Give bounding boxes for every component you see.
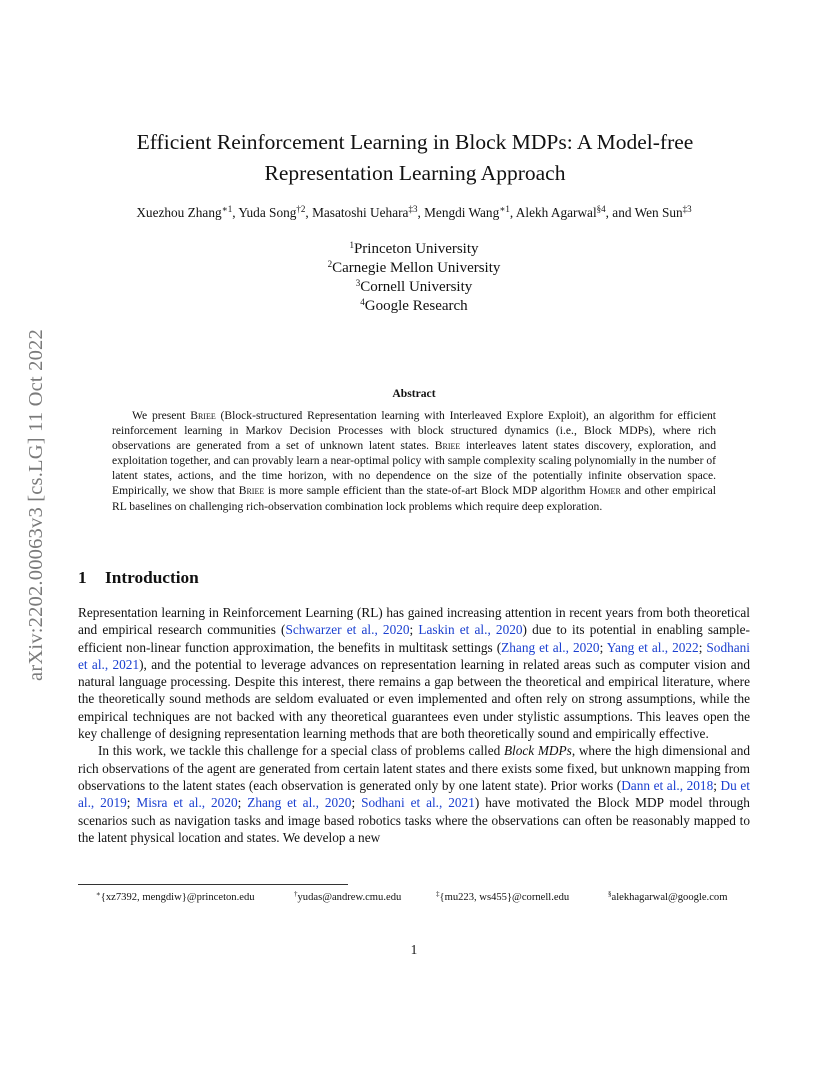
affiliation-mark: 4 bbox=[360, 297, 365, 307]
citation-link[interactable]: Sodhani et al., 2021 bbox=[78, 639, 750, 672]
paper-title bbox=[70, 127, 760, 189]
footnote-mark: § bbox=[608, 890, 612, 898]
abstract-text bbox=[112, 408, 716, 514]
affiliation bbox=[214, 240, 614, 259]
introduction-body bbox=[78, 604, 750, 846]
author-mark: ‡3 bbox=[682, 204, 692, 214]
author-mark: ∗1 bbox=[499, 204, 510, 214]
author-mark: ‡3 bbox=[408, 204, 418, 214]
text-run: Representation learning in Reinforcement Learning (RL) has gained increasing attention in recent years from both theoretical and empirical research communities ( bbox=[78, 605, 750, 638]
affiliation-name: Carnegie Mellon University bbox=[332, 260, 501, 276]
text-run: ) have motivated the Block MDP model through scenarios such as navigation tasks and image based robotics tasks where the observations can often be reasonably mapped to the latent physical location and states. We develop a new bbox=[78, 795, 750, 845]
section-heading bbox=[78, 567, 199, 589]
algorithm-name: Briee bbox=[238, 484, 265, 498]
author-list: Xuezhou Zhang$^{∗1}$, Yuda Song$^{\dagger 2}$, Masatoshi Uehara$^{\ddagger 3}$, Mengdi Wang$^{∗1}$, Alekh Agarwal$^{\S 4}$, and Wen Sun$^{\ddagger 3}$ bbox=[136, 204, 692, 220]
title-line-2: Representation Learning Approach bbox=[264, 161, 566, 185]
affiliation-mark: 2 bbox=[327, 259, 333, 269]
affiliation bbox=[214, 259, 614, 278]
title-line-1: Efficient Reinforcement Learning in Block MDPs: A Model-free bbox=[136, 130, 694, 154]
affiliation-mark: 3 bbox=[355, 278, 361, 288]
footnote bbox=[96, 891, 255, 905]
arxiv-identifier: arXiv:2202.00063v3 [cs.LG] 11 Oct 2022 bbox=[25, 329, 47, 681]
abstract-text-run: interleaves latent states discovery, exploration, and exploitation together, and can provably learn a near-optimal policy with sample complexity scaling polynomially in the number of latent states, actions, and the time horizon, with no dependence on the size of the potentially infinite observation space. Empirically, we show that bbox=[112, 439, 716, 498]
abstract-text-run: We present bbox=[132, 409, 191, 422]
abstract-text-run: (Block-structured Representation learning with Interleaved Explore Exploit), an algorithm for efficient reinforcement learning in Markov Decision Processes with block structured dynamics (i.e., Block MDPs), where rich observations are generated from a set of unknown latent states. bbox=[112, 409, 716, 453]
affiliation bbox=[214, 297, 614, 316]
author-name: Masatoshi Uehara bbox=[312, 205, 409, 220]
algorithm-name: Briee bbox=[434, 439, 461, 453]
author-mark: ∗1 bbox=[221, 204, 233, 214]
author-name: Alekh Agarwal bbox=[515, 205, 597, 220]
citation-link[interactable]: Zhang et al., 2020 bbox=[247, 795, 352, 811]
citation-link[interactable]: Misra et al., 2020 bbox=[136, 795, 238, 811]
baseline-name: Homer bbox=[589, 484, 621, 498]
citation-link[interactable]: Sodhani et al., 2021 bbox=[361, 795, 475, 811]
citation-link[interactable]: Yang et al., 2022 bbox=[606, 639, 699, 655]
footnote-text: {xz7392, mengdiw}@princeton.edu bbox=[100, 892, 255, 903]
author-mark: §4 bbox=[596, 204, 606, 214]
footnote-mark: † bbox=[294, 890, 298, 898]
author-name: Wen Sun bbox=[634, 205, 683, 220]
footnote-mark: ‡ bbox=[436, 890, 440, 898]
abstract-text-run: is more sample efficient than the state-of-art Block MDP algorithm bbox=[264, 484, 590, 498]
paragraph: In this work, we tackle this challenge for a special class of problems called Block MDPs, where the high dimensional and rich observations of the agent are generated from certain latent states and there exists some fixed, but unknown mapping from observations to the latent states (each observation is generated only by one latent state). Prior works (Dann et al., 2018; Du et al., 2019; Misra et al., 2020; Zhang et al., 2020; Sodhani et al., 2021) have motivated the Block MDP model through scenarios such as navigation tasks and image based robotics tasks where the observations can often be reasonably mapped to the latent physical location and states. We develop a new bbox=[78, 743, 750, 845]
affiliation-name: Cornell University bbox=[360, 279, 473, 295]
section-title: Introduction bbox=[105, 568, 199, 587]
text-run: ), and the potential to leverage advances on representation learning in related areas such as computer vision and natural language processing. Despite this interest, there remains a gap between the theoretical and empirical literature, where the theoretically sound methods are seldom evaluated or even implemented and often rely on strong assumptions, while the empirical techniques are not backed with any theoretical guarantees even under stylistic assumptions. This leaves open the key challenge of designing representation learning methods that are both theoretically sound and empirically effective. bbox=[78, 656, 750, 742]
footnote-text: {mu223, ws455}@cornell.edu bbox=[439, 892, 570, 903]
footnote bbox=[436, 891, 569, 905]
emphasis: Block MDPs bbox=[503, 743, 572, 759]
citation-link[interactable]: Du et al., 2019 bbox=[78, 777, 750, 811]
author-name: Yuda Song bbox=[238, 205, 297, 220]
author-name: Xuezhou Zhang bbox=[136, 205, 222, 220]
affiliation-name: Google Research bbox=[364, 298, 468, 314]
footnote-mark: ∗ bbox=[96, 890, 101, 898]
citation-link[interactable]: Dann et al., 2018 bbox=[621, 777, 714, 793]
citation-link[interactable]: Zhang et al., 2020 bbox=[501, 639, 600, 655]
author-name: Mengdi Wang bbox=[424, 205, 500, 220]
text-run: In this work, we tackle this challenge for a special class of problems called bbox=[98, 743, 504, 759]
footnote bbox=[608, 891, 727, 905]
text-run: ) due to its potential in enabling sample-efficient non-linear function approximation, the benefits in multitask settings ( bbox=[78, 622, 750, 655]
footnote bbox=[294, 891, 401, 905]
footnote-rule bbox=[78, 884, 348, 885]
section-number: 1 bbox=[78, 568, 87, 587]
affiliation-name: Princeton University bbox=[353, 241, 479, 257]
citation-link[interactable]: Laskin et al., 2020 bbox=[418, 622, 523, 638]
abstract-heading: Abstract bbox=[392, 387, 436, 400]
paragraph: Representation learning in Reinforcement Learning (RL) has gained increasing attention in recent years from both theoretical and empirical research communities (Schwarzer et al., 2020; Laskin et al., 2020) due to its potential in enabling sample-efficient non-linear function approximation, the benefits in multitask settings (Zhang et al., 2020; Yang et al., 2022; Sodhani et al., 2021), and the potential to leverage advances on representation learning in related areas such as computer vision and natural language processing. Despite this interest, there remains a gap between the theoretical and empirical literature, where the theoretically sound methods are seldom evaluated or even implemented and often rely on strong assumptions, while the empirical techniques are not backed with any theoretical guarantees even under stylistic assumptions. This leaves open the key challenge of designing representation learning methods that are both theoretically sound and empirically effective. bbox=[78, 605, 750, 742]
affiliation-mark: 1 bbox=[349, 240, 354, 250]
citation-link[interactable]: Schwarzer et al., 2020 bbox=[285, 622, 410, 638]
author-mark: †2 bbox=[296, 204, 306, 214]
affiliation bbox=[214, 278, 614, 297]
abstract-text-run: and other empirical RL baselines on challenging rich-observation combination lock problems which require deep exploration. bbox=[112, 484, 716, 513]
algorithm-name: Briee bbox=[190, 409, 216, 422]
footnote-text: yudas@andrew.cmu.edu bbox=[297, 892, 402, 903]
text-run: , where the high dimensional and rich observations of the agent are generated from certain latent states and there exists some fixed, but unknown mapping from observations to the latent states (each observation is generated only by one latent state). Prior works ( bbox=[78, 743, 750, 793]
affiliation-list bbox=[214, 240, 614, 316]
page-number: 1 bbox=[410, 942, 418, 957]
footnote-text: alekhagarwal@google.com bbox=[611, 892, 728, 903]
